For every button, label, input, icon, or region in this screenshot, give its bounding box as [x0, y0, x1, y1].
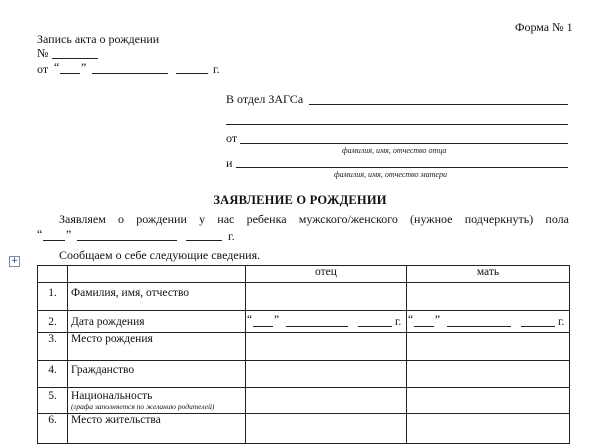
birth-date-quote-close: ” — [66, 227, 72, 241]
form-number: Форма № 1 — [515, 20, 573, 34]
father-value-cell[interactable] — [246, 333, 407, 361]
table-row — [38, 283, 570, 311]
record-year-suffix: г. — [213, 62, 220, 76]
record-title: Запись акта о рождении — [37, 32, 160, 46]
parents-info-table — [37, 265, 570, 444]
record-number-line — [52, 58, 98, 59]
record-month-line — [92, 73, 168, 74]
birth-year-suffix: г. — [228, 229, 235, 243]
record-date-quote-open: “ — [54, 60, 60, 74]
birth-day-line — [43, 240, 65, 241]
row-number: 3. — [38, 333, 68, 361]
row-label: Место рождения — [68, 333, 246, 361]
record-day-line — [60, 73, 80, 74]
info-line: Сообщаем о себе следующие сведения. — [59, 248, 261, 262]
row-number: 1. — [38, 283, 68, 311]
mother-value-cell[interactable] — [407, 414, 570, 444]
row-label: Гражданство — [68, 361, 246, 388]
table-row — [38, 333, 570, 361]
father-value-cell[interactable] — [246, 414, 407, 444]
mother-name-caption: фамилия, имя, отчество матери — [334, 170, 447, 179]
table-row — [38, 388, 570, 414]
row-note: (графа заполняется по желанию родителей) — [71, 402, 215, 411]
table-row — [38, 361, 570, 388]
birth-month-line — [77, 240, 177, 241]
mother-value-cell[interactable] — [407, 283, 570, 311]
record-number-label: № — [37, 46, 49, 60]
father-value-cell[interactable] — [246, 283, 407, 311]
registry-name-line — [309, 104, 568, 105]
father-name-caption: фамилия, имя, отчество отца — [342, 146, 447, 155]
record-date-quote-close: ” — [81, 60, 87, 74]
row-label: Фамилия, имя, отчество — [68, 283, 246, 311]
registry-name-line-2 — [226, 124, 568, 125]
row-label-cell — [68, 388, 246, 414]
mother-year-suffix: г. — [558, 316, 565, 328]
row-number: 2. — [38, 311, 68, 333]
from-label: от — [226, 131, 238, 145]
father-value-cell[interactable] — [246, 388, 407, 414]
mother-birthdate-cell[interactable]: “ ” г. — [407, 311, 570, 333]
mother-name-line — [236, 167, 568, 168]
record-date-prefix: от — [37, 62, 49, 76]
row-number: 6. — [38, 414, 68, 444]
table-header-row — [38, 266, 570, 283]
statement-title: ЗАЯВЛЕНИЕ О РОЖДЕНИИ — [213, 193, 387, 207]
header-mother: мать — [407, 266, 570, 283]
table-move-handle-icon[interactable]: + — [10, 256, 19, 266]
row-number: 5. — [38, 388, 68, 414]
row-label: Место жительства — [68, 414, 246, 444]
birth-date-quote-open: “ — [37, 227, 43, 241]
table-row — [38, 414, 570, 444]
row-number: 4. — [38, 361, 68, 388]
row-label: Национальность — [71, 390, 153, 402]
father-year-suffix: г. — [395, 316, 402, 328]
mother-value-cell[interactable] — [407, 333, 570, 361]
to-registry-label: В отдел ЗАГСа — [226, 92, 304, 106]
and-label: и — [226, 156, 233, 170]
father-birthdate-cell[interactable]: “ ” г. — [246, 311, 407, 333]
mother-value-cell[interactable] — [407, 388, 570, 414]
father-name-line — [240, 143, 568, 144]
mother-value-cell[interactable] — [407, 361, 570, 388]
statement-line: Заявляем о рождении у нас ребенка мужского/женского (нужное подчеркнуть) пола — [59, 212, 569, 226]
record-year-line — [176, 73, 208, 74]
header-cell-empty — [68, 266, 246, 283]
father-value-cell[interactable] — [246, 361, 407, 388]
header-cell-empty — [38, 266, 68, 283]
birth-year-line — [186, 240, 222, 241]
row-label: Дата рождения — [68, 311, 246, 333]
header-father: отец — [246, 266, 407, 283]
table-row — [38, 311, 570, 333]
